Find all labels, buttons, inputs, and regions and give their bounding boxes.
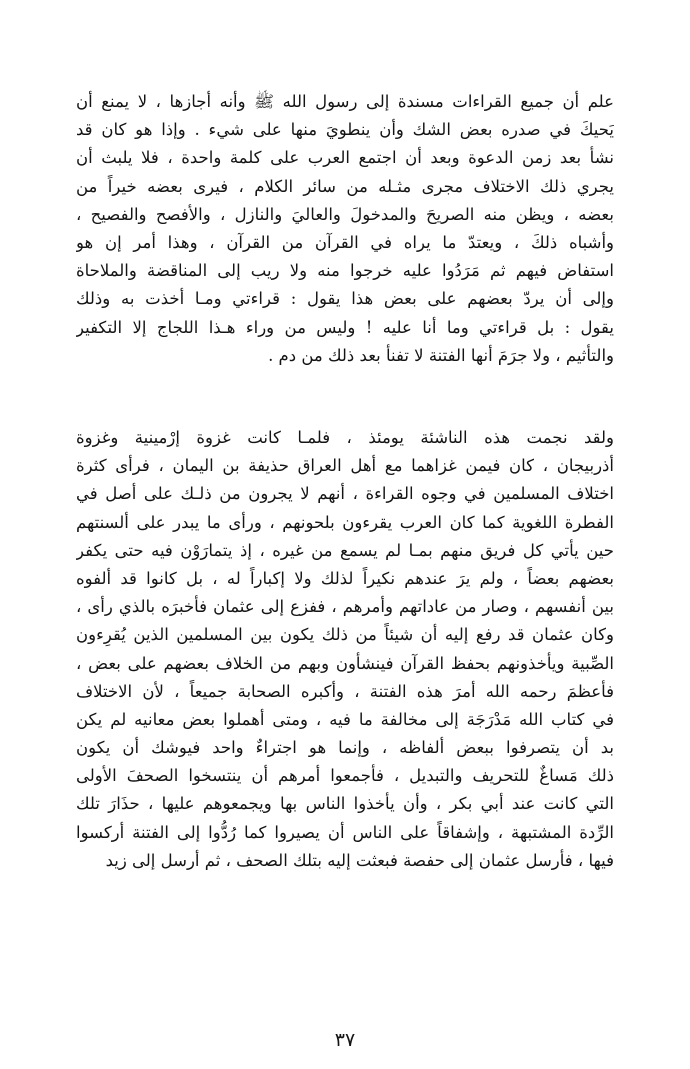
text-line: اختلاف المسلمين في وجوه القراءة ، أنهم لا يجرون من ذلـك على أصل في bbox=[76, 484, 614, 504]
text-line: فيها ، فأرسل عثمان إلى حفصة فبعثت إليه بتلك الصحف ، ثم أرسل إلى زيد bbox=[105, 850, 614, 870]
paragraph-2 bbox=[76, 424, 614, 875]
text-line: بعضهم بعضاً ، ولم يرَ عندهم نكيراً لذلك ولا إكباراً له ، بل كانوا قد ألفوه bbox=[76, 568, 614, 588]
paragraph-1 bbox=[76, 88, 614, 370]
text-line: بعضه ، ويظن منه الصريحَ والمدخولَ والعاليَ والنازل ، والأفصح والفصيح ، bbox=[76, 204, 614, 224]
text-line: في كتاب الله مَدْرَجَة إلى مخالفة ما فيه ، ومتى أهملوا بعض معانيه لم يكن bbox=[76, 709, 614, 729]
text-line: الصِّبية ويأخذونهم بحفظ القرآن فينشأون وبهم من الخلاف بعضهم على بعض ، bbox=[76, 653, 614, 673]
text-line: ذلك مَساغٌ للتحريف والتبديل ، فأجمعوا أمرهم أن ينتسخوا الصحفَ الأولى bbox=[76, 766, 614, 786]
text-line: يجري ذلك الاختلاف مجرى مثـله من سائر الكلام ، فيرى بعضه خيراً من bbox=[76, 176, 614, 196]
text-line: وإلى أن يردّ بعضهم على بعض هذا يقول : قراءتي ومـا أخذت به وذلك bbox=[76, 289, 614, 309]
text-line: حين يأتي كل فريق منهم بمـا لم يسمع من غيره ، إذ يتمارَوْن فيه حتى يكفر bbox=[76, 540, 614, 560]
text-line: يَحيكَ في صدره بعض الشك وأن ينطويَ منها على شيء . وإذا هو كان قد bbox=[76, 120, 614, 140]
text-line: وأشباه ذلكَ ، ويعتدّ ما يراه في القرآن من القرآن ، وهذا أمر إن هو bbox=[76, 232, 614, 252]
text-line: استفاض فيهم ثم مَرَدُوا عليه خرجوا منه ولا ريب إلى المناقضة والملاحاة bbox=[76, 261, 614, 281]
text-line: فأعظمَ رحمه الله أمرَ هذه الفتنة ، وأكبره الصحابة جميعاً ، لأن الاختلاف bbox=[76, 681, 614, 701]
text-line: ولقد نجمت هذه الناشئة يومئذ ، فلمـا كانت غزوة إرْمينية وغزوة bbox=[76, 428, 614, 447]
text-line: نشأ بعد زمن الدعوة وبعد أن اجتمع العرب على كلمة واحدة ، فلا يلبث أن bbox=[76, 148, 614, 168]
text-line: التي كانت عند أبي بكر ، وأن يأخذوا الناس بها ويجمعوهم عليها ، حذَارَ تلك bbox=[76, 794, 614, 814]
text-line: أذربيجان ، كان فيمن غزاهما مع أهل العراق حذيفة بن اليمان ، فرأى كثرة bbox=[76, 456, 614, 476]
text-line: بين أنفسهم ، وصار من عاداتهم وأمرهم ، ففزع إلى عثمان فأخبرَه بالذي رأى ، bbox=[76, 597, 614, 617]
page-number: ٣٧ bbox=[334, 1029, 356, 1051]
text-line: علم أن جميع القراءات مسندة إلى رسول الله ﷺ وأنه أجازها ، لا يمنع أن bbox=[76, 92, 614, 111]
text-line: والتأثيم ، ولا جرَمَ أنها الفتنة لا تفنأ بعد ذلك من دم . bbox=[268, 345, 614, 365]
text-line: يقول : بل قراءتي وما أنا عليه ! وليس من وراء هـذا اللجاج إلا التكفير bbox=[76, 317, 614, 337]
text-line: الرِّدة المشتبهة ، وإشفاقاً على الناس أن يصيروا كما رُدُّوا إلى الفتنة أركسوا bbox=[76, 822, 614, 842]
text-line: الفطرة اللغوية كما كان العرب يقرءون بلحونهم ، ورأى ما يبدر على ألسنتهم bbox=[76, 512, 614, 532]
text-line: وكان عثمان قد رفع إليه أن شيئاً من ذلك يكون بين المسلمين الذين يُقرِءون bbox=[76, 625, 614, 645]
text-line: بد أن يتصرفوا ببعض ألفاظه ، وإنما هو اجتراءٌ واحد فيوشك أن يكون bbox=[76, 738, 614, 758]
